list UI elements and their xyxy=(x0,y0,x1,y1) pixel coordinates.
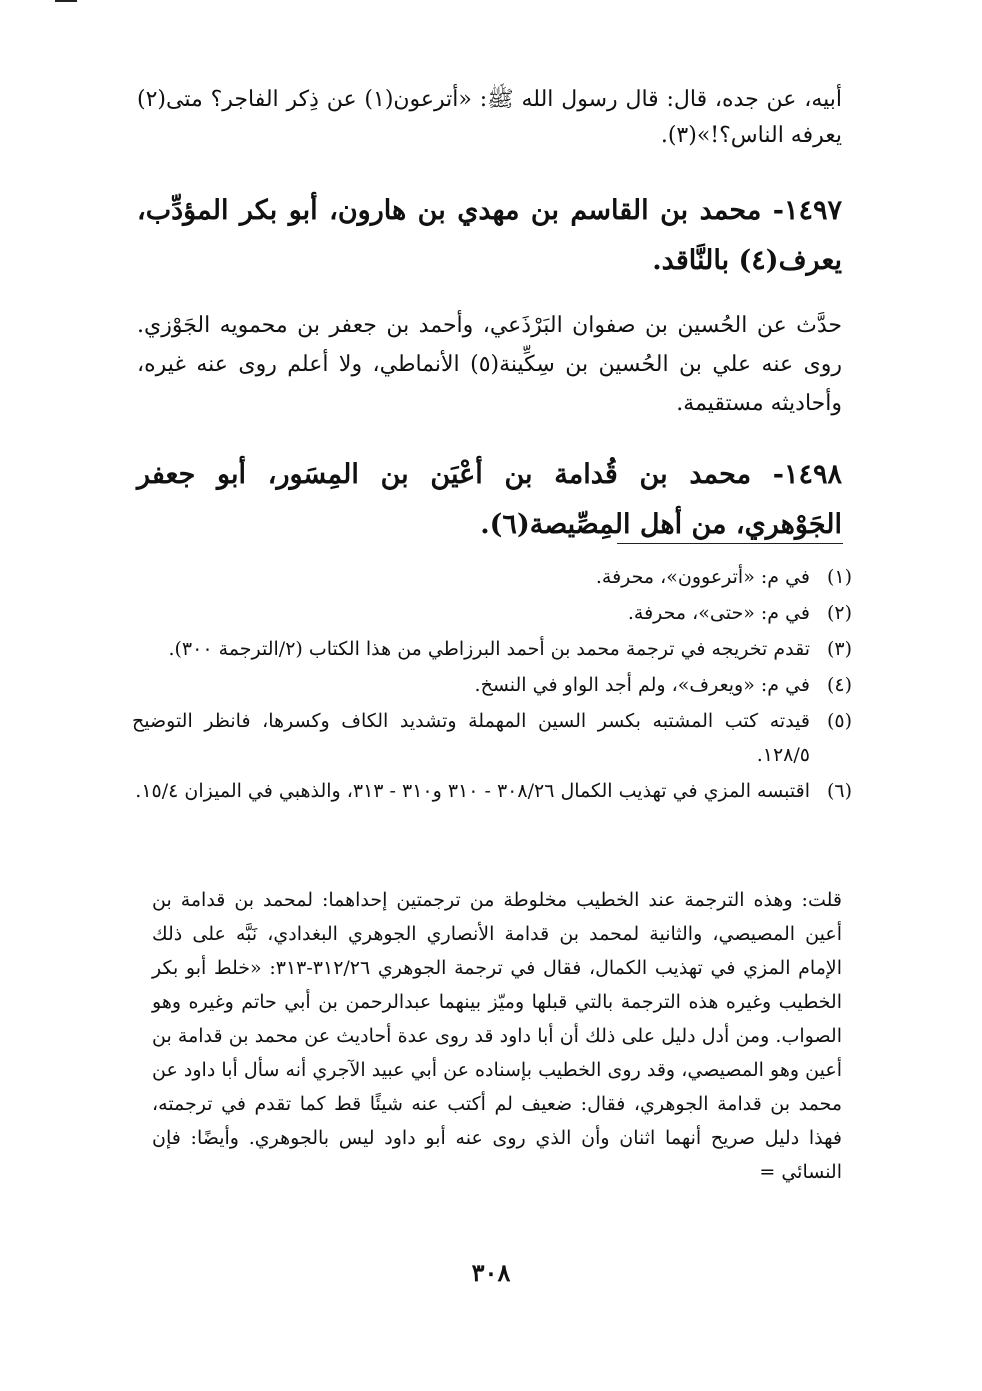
entry-1497-body: حدَّث عن الحُسين بن صفوان البَرْذَعي، وأحمد بن جعفر بن محمويه الجَوْزي. روى عنه علي بن الحُسين بن سِكِّينة(٥) الأنماطي، ولا أعلم روى عنه غيره، وأحاديثه مستقيمة. xyxy=(137,313,842,416)
footnote-divider xyxy=(617,543,843,544)
scan-mark xyxy=(55,0,77,2)
footnote-text: تقدم تخريجه في ترجمة محمد بن أحمد البرزاطي من هذا الكتاب (٢/الترجمة ٣٠٠). xyxy=(168,638,810,660)
footnote-number: (٦) xyxy=(826,780,852,802)
footnote-text: في م: «ويعرف»، ولم أجد الواو في النسخ. xyxy=(474,674,810,696)
footnote-text: قيدته كتب المشتبه بكسر السين المهملة وتشديد الكاف وكسرها، فانظر التوضيح ١٢٨/٥. xyxy=(132,710,810,766)
footnote-number: (٤) xyxy=(826,674,852,696)
footnote-text: في م: «أترعوون»، محرفة. xyxy=(595,566,810,588)
entry-1498-title: ١٤٩٨- محمد بن قُدامة بن أعْيَن بن المِسَور، أبو جعفر الجَوْهري، من أهل المِصِّيصة(٦). xyxy=(137,459,842,540)
footnote xyxy=(132,668,852,702)
footnotes-list xyxy=(132,560,852,810)
footnote-text: في م: «حتى»، محرفة. xyxy=(627,602,810,624)
footnote xyxy=(132,704,852,772)
footnote-text: اقتبسه المزي في تهذيب الكمال ٣٠٨/٢٦ - ٣١٠ و٣١٠ - ٣١٣، والذهبي في الميزان ١٥/٤. xyxy=(135,780,810,802)
page-number: ٣٠٨ xyxy=(471,1258,511,1287)
footnote xyxy=(132,596,852,630)
editor-note: قلت: وهذه الترجمة عند الخطيب مخلوطة من ترجمتين إحداهما: لمحمد بن قدامة بن أعين المصيصي، والثانية لمحمد بن قدامة الأنصاري الجوهري البغدادي، نَبَّه على ذلك الإمام المزي في تهذيب الكمال، فقال في ترجمة الجوهري ٣١٢/٢٦-٣١٣: «خلط أبو بكر الخطيب وغيره هذه الترجمة بالتي قبلها وميّز بينهما عبدالرحمن بن أبي حاتم وغيره وهو الصواب. ومن أدل دليل على ذلك أن أبا داود قد روى عدة أحاديث عن محمد بن قدامة بن أعين وهو المصيصي، وقد روى الخطيب بإسناده عن أبي عبيد الآجري أنه سأل أبا داود عن محمد بن قدامة الجوهري، فقال: ضعيف لم أكتب عنه شيئًا قط كما تقدم في ترجمته، فهذا دليل صريح أنهما اثنان وأن الذي روى عنه أبو داود ليس بالجوهري. وأيضًا: فإن النسائي = xyxy=(152,889,842,1183)
footnote-number: (١) xyxy=(826,566,852,588)
footnote-number: (٥) xyxy=(826,710,852,732)
footnote xyxy=(132,774,852,808)
paragraph-top: أبيه، عن جده، قال: قال رسول الله ﷺ: «أترعون(١) عن ذِكر الفاجر؟ متى(٢) يعرفه الناس؟!»(٣). xyxy=(137,87,842,148)
footnote-number: (٣) xyxy=(826,638,852,660)
entry-1497-title: ١٤٩٧- محمد بن القاسم بن مهدي بن هارون، أبو بكر المؤدِّب، يعرف(٤) بالنَّاقد. xyxy=(137,195,842,276)
footnote xyxy=(132,560,852,594)
footnote xyxy=(132,632,852,666)
footnote-number: (٢) xyxy=(826,602,852,624)
